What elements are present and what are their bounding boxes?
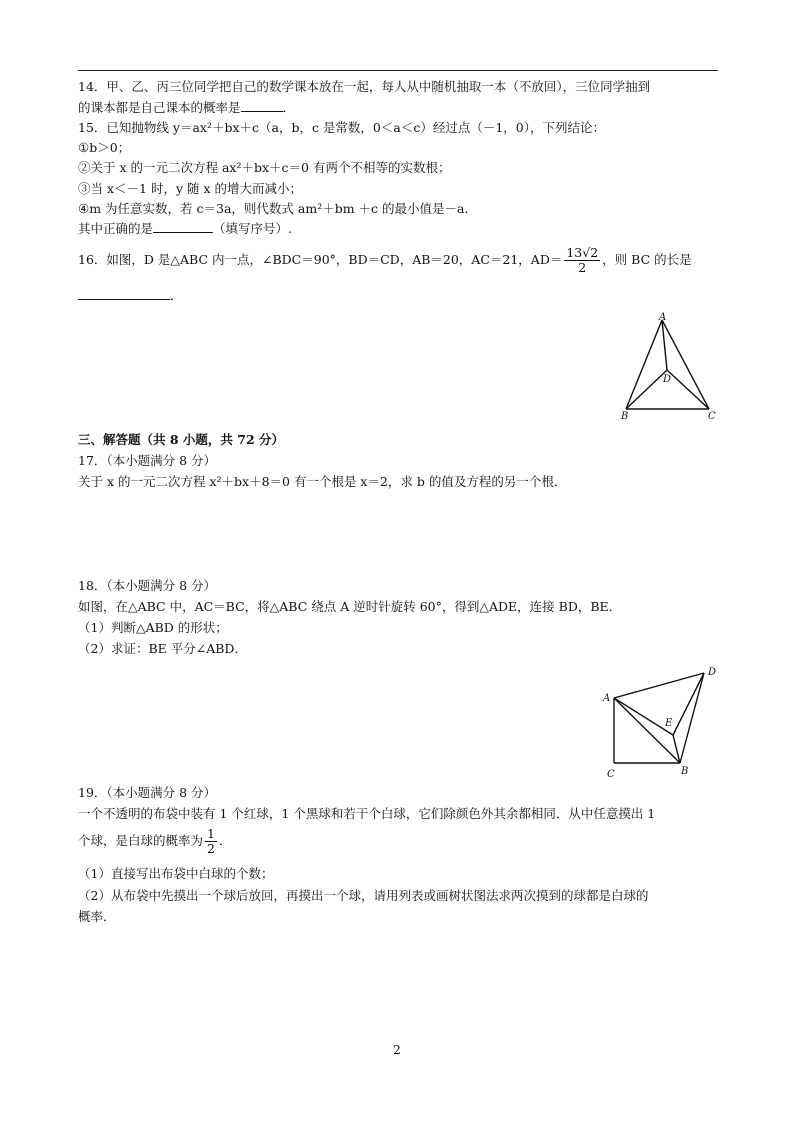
segment-ac bbox=[662, 320, 709, 409]
q18-text: 如图，在△ABC 中，AC＝BC，将△ABC 绕点 A 逆时针旋转 60°，得到△ADE，连接 BD，BE． bbox=[78, 599, 622, 614]
q19-frac-numerator: 1 bbox=[207, 826, 215, 841]
q15-option-1: ①b＞0； bbox=[78, 140, 131, 155]
q19-part-2-continued: 概率． bbox=[78, 909, 116, 924]
segment-cd bbox=[667, 370, 709, 409]
q15-option-3: ③当 x＜－1 时，y 随 x 的增大而减小； bbox=[78, 181, 302, 196]
label-b: B bbox=[621, 411, 629, 422]
segment-ad bbox=[614, 673, 704, 698]
segment-bd bbox=[626, 370, 667, 409]
q14-line2 bbox=[78, 99, 295, 117]
label-b: B bbox=[681, 766, 689, 777]
segment-de bbox=[673, 673, 704, 735]
q14-line2-text: 的课本都是自己课本的概率是 bbox=[78, 100, 241, 115]
q18-part-1: （1）判断△ABD 的形状； bbox=[78, 620, 228, 635]
top-rule bbox=[78, 70, 718, 71]
q15-answer-text: 其中正确的是 bbox=[78, 221, 154, 236]
q16-answer-line bbox=[78, 287, 183, 305]
q15-option-2: ②关于 x 的一元二次方程 ax²＋bx＋c＝0 有两个不相等的实数根； bbox=[78, 160, 451, 175]
q19-line2-end: ． bbox=[218, 833, 232, 848]
q19-header: 19．（本小题满分 8 分） bbox=[78, 785, 217, 800]
q18-part-2: （2）求证：BE 平分∠ABD． bbox=[78, 641, 247, 656]
q15-option-4: ④m 为任意实数，若 c＝3a，则代数式 am²＋bm ＋c 的最小值是－a． bbox=[78, 201, 477, 216]
q16-frac-denominator: 2 bbox=[578, 260, 587, 275]
q16-answer-blank bbox=[78, 287, 170, 300]
q19-frac-denominator: 2 bbox=[207, 841, 215, 856]
q15-answer-blank bbox=[153, 220, 213, 233]
q19-line1: 一个不透明的布袋中装有 1 个红球，1 个黑球和若干个白球，它们除颜色外其余都相同．从中任意摸出 1 bbox=[78, 806, 656, 821]
q16-text-a: 16．如图，D 是△ABC 内一点，∠BDC＝90°，BD＝CD，AB＝20，AC＝21，AD＝ bbox=[78, 252, 563, 267]
q14-answer-blank bbox=[241, 99, 283, 112]
label-c: C bbox=[607, 769, 615, 780]
label-d: D bbox=[663, 374, 672, 385]
q14-line2-end: ． bbox=[282, 100, 296, 115]
q14-line1: 14．甲、乙、丙三位同学把自己的数学课本放在一起，每人从中随机抽取一本（不放回），三位同学抽到 bbox=[78, 79, 651, 94]
q19-part-2: （2）从布袋中先摸出一个球后放回，再摸出一个球，请用列表或画树状图法求两次摸到的球都是白球的 bbox=[78, 888, 649, 903]
q16-text-b: ，则 BC 的长是 bbox=[602, 252, 692, 267]
q16-answer-end: ． bbox=[170, 288, 183, 303]
q15-answer-line bbox=[78, 220, 292, 238]
page-number: 2 bbox=[393, 1043, 401, 1057]
q19-fraction bbox=[205, 827, 217, 856]
segment-ab bbox=[626, 320, 662, 409]
q17-text: 关于 x 的一元二次方程 x²＋bx＋8＝0 有一个根是 x＝2，求 b 的值及方程的另一个根． bbox=[78, 474, 567, 489]
q15-stem: 15．已知抛物线 y＝ax²＋bx＋c（a，b，c 是常数，0＜a＜c）经过点（－1，0），下列结论： bbox=[78, 120, 605, 135]
q19-line2 bbox=[78, 826, 231, 856]
q17-header: 17．（本小题满分 8 分） bbox=[78, 453, 217, 468]
q19-line2-text: 个球，是白球的概率为 bbox=[78, 833, 204, 848]
q18-header: 18．（本小题满分 8 分） bbox=[78, 578, 217, 593]
label-d: D bbox=[708, 667, 717, 678]
section-3-heading: 三、解答题（共 8 小题，共 72 分） bbox=[78, 432, 285, 447]
q16-stem bbox=[78, 245, 692, 275]
segment-ae bbox=[614, 698, 673, 735]
label-a: A bbox=[659, 312, 667, 323]
q16-fraction bbox=[564, 246, 600, 275]
label-c: C bbox=[708, 411, 716, 422]
q16-frac-numerator: 13√2 bbox=[566, 245, 599, 260]
q16-figure bbox=[612, 310, 722, 425]
q15-answer-end: （填写序号）. bbox=[213, 221, 292, 236]
q18-figure bbox=[598, 660, 728, 782]
label-e: E bbox=[665, 718, 673, 729]
label-a: A bbox=[603, 693, 611, 704]
q19-part-1: （1）直接写出布袋中白球的个数； bbox=[78, 866, 274, 881]
segment-ab bbox=[614, 698, 680, 763]
segment-bd bbox=[680, 673, 704, 763]
